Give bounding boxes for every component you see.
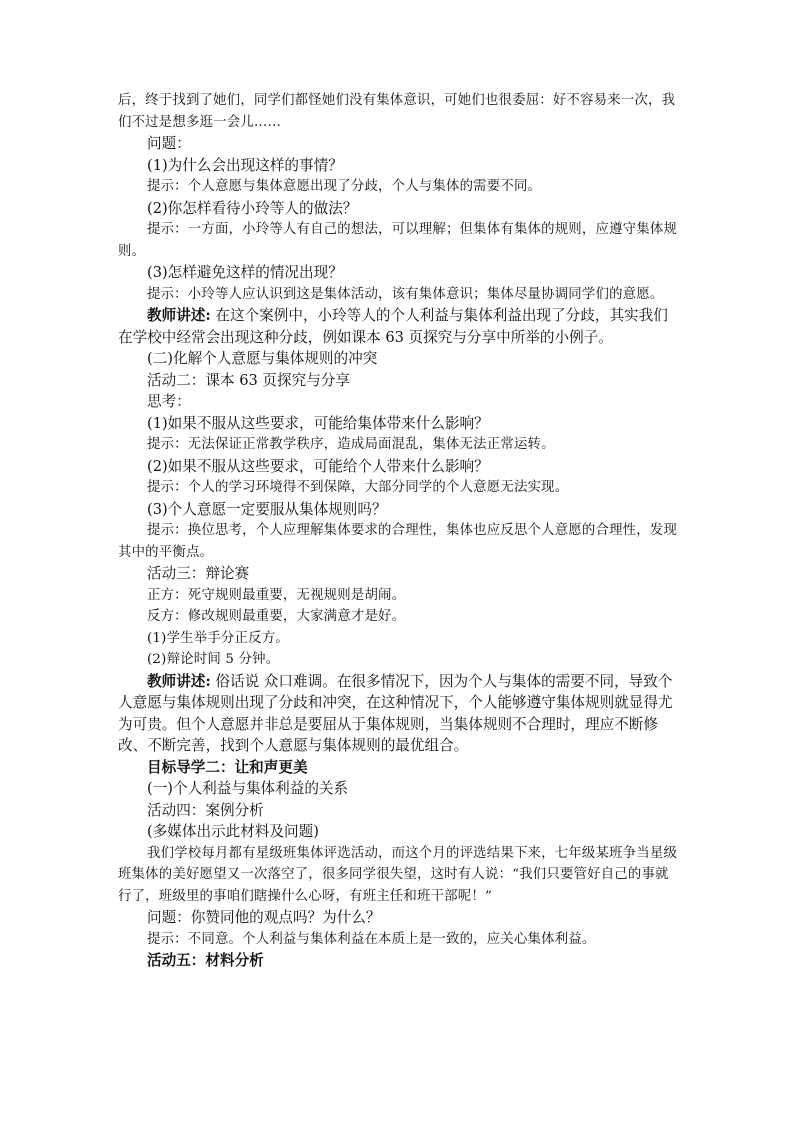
question-line: 问题：你赞同他的观点吗？为什么？ xyxy=(147,909,381,926)
question-line: (2)如果不服从这些要求，可能给个人带来什么影响？ xyxy=(147,457,489,475)
statement-label: 教师讲述: xyxy=(147,307,211,324)
section-heading: (二)化解个人意愿与集体规则的冲突 xyxy=(147,350,378,367)
activity-heading: 活动四：案例分析 xyxy=(147,801,264,819)
text-line: (1)学生举手分正反方。 xyxy=(147,630,289,646)
teacher-statement xyxy=(118,671,678,757)
question-line: (2)你怎样看待小玲等人的做法？ xyxy=(147,199,358,217)
question-line: (3)个人意愿一定要服从集体规则吗？ xyxy=(147,500,387,518)
text-line: 反方：修改规则最重要，大家满意才是好。 xyxy=(147,609,406,624)
teacher-statement xyxy=(118,305,678,348)
text-line: 正方：死守规则最重要，无视规则是胡闹。 xyxy=(147,587,406,603)
statement-text: 在这个案例中，小玲等人的个人利益与集体利益出现了分歧，其实我们在学校中经常会出现这种分歧，例如课本 63 页探究与分享中所举的小例子。 xyxy=(118,307,668,346)
question-line: (1)如果不服从这些要求，可能给集体带来什么影响？ xyxy=(147,414,489,432)
hint-line: 提示：个人意愿与集体意愿出现了分歧，个人与集体的需要不同。 xyxy=(147,179,542,194)
activity-heading: 活动五：材料分析 xyxy=(147,952,264,969)
hint-line: 提示：小玲等人应认识到这是集体活动，该有集体意识；集体尽量协调同学们的意愿。 xyxy=(147,286,664,302)
case-text: 我们学校每月都有星级班集体评选活动，而这个月的评选结果下来，七年级某班争当星级班集体的美好愿望又一次落空了，很多同学很失望，这时有人说：“我们只要管好自己的事就行了，班级里的事咱们瞎操什么心呀，有班主任和班干部呢！” xyxy=(118,845,678,904)
text-line: 后，终于找到了她们，同学们都怪她们没有集体意识，可她们也很委屈：好不容易来一次，我们不过是想多逛一会儿…… xyxy=(118,93,676,130)
question-line: (1)为什么会出现这样的事情？ xyxy=(147,156,343,174)
document-page xyxy=(118,90,678,972)
hint-line: 提示：一方面，小玲等人有自己的想法，可以理解；但集体有集体的规则，应遵守集体规则。 xyxy=(118,222,678,259)
text-line: 问题： xyxy=(147,135,191,152)
goal-heading: 目标导学二：让和声更美 xyxy=(147,758,308,776)
question-line: (3)怎样避免这样的情况出现？ xyxy=(147,264,343,281)
text-line: (多媒体出示此材料及问题) xyxy=(147,823,319,840)
hint-line: 提示：个人的学习环境得不到保障，大部分同学的个人意愿无法实现。 xyxy=(147,480,569,495)
statement-label: 教师讲述: xyxy=(147,672,211,690)
section-heading: (一)个人利益与集体利益的关系 xyxy=(147,780,349,797)
hint-line: 提示：无法保证正常教学秩序，造成局面混乱，集体无法正常运转。 xyxy=(147,437,555,452)
activity-heading: 活动二：课本 63 页探究与分享 xyxy=(147,371,350,389)
text-line: 思考： xyxy=(147,393,191,410)
activity-heading: 活动三：辩论赛 xyxy=(147,565,250,582)
text-line: (2)辩论时间 5 分钟。 xyxy=(147,652,280,667)
statement-text: 俗话说 众口难调。在很多情况下，因为个人与集体的需要不同，导致个人意愿与集体规则出现了分歧和冲突，在这种情况下，个人能够遵守集体规则就显得尤为可贵。但个人意愿并非总是要屈从于集体规则，当集体规则不合理时，理应不断修改、不断完善，找到个人意愿与集体规则的最优组合。 xyxy=(118,672,673,754)
hint-line: 提示：不同意。个人利益与集体利益在本质上是一致的，应关心集体利益。 xyxy=(147,931,596,947)
hint-line: 提示：换位思考，个人应理解集体要求的合理性，集体也应反思个人意愿的合理性，发现其中的平衡点。 xyxy=(118,523,678,560)
